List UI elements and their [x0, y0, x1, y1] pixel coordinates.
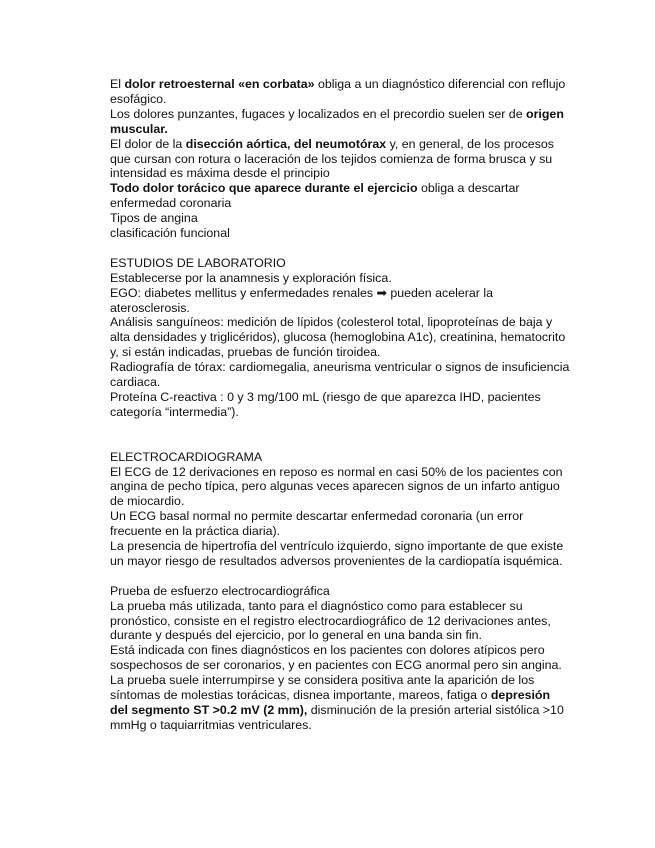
- stress-paragraph: [110, 673, 570, 733]
- paragraph-diseccion: [110, 137, 570, 182]
- bold-term: dolor retroesternal «en corbata»: [124, 77, 315, 91]
- section-heading-esfuerzo: Prueba de esfuerzo electrocardiográfica: [110, 583, 330, 598]
- paragraph-punzantes: [110, 107, 570, 137]
- text-run: El dolor de la: [110, 136, 186, 151]
- section-heading-laboratorio: ESTUDIOS DE LABORATORIO: [110, 255, 286, 270]
- text-run: obliga a descartar enfermedad coronaria: [110, 181, 520, 211]
- paragraph-ejercicio: [110, 181, 570, 211]
- lab-paragraph: Análisis sanguíneos: medición de lípidos (colesterol total, lipoproteínas de baja y alta densidades y triglicéridos), glucosa (hemoglobina A1c), creatinina, hematocrito y, si están indicadas, pruebas de función tiroidea.: [110, 315, 566, 360]
- text-run: y, en general, de los procesos que cursan con rotura o laceración de los tejidos comienza de forma brusca y su intensidad es máxima desde el principio: [110, 136, 554, 181]
- document-page: [110, 77, 570, 733]
- bold-term: depresión del segmento ST >0.2 mV (2 mm),: [110, 688, 551, 718]
- text-run: El: [110, 77, 125, 91]
- stress-paragraph: La prueba más utilizada, tanto para el diagnóstico como para establecer su pronóstico, consiste en el registro electrocardiográfico de 12 derivaciones antes, durante y después del ejercicio, por lo general en una banda sin fin.: [110, 598, 551, 643]
- text-run: Los dolores punzantes, fugaces y localizados en el precordio suelen ser de: [110, 106, 527, 121]
- ecg-paragraph: Un ECG basal normal no permite descartar enfermedad coronaria (un error frecuente en la práctica diaria).: [110, 509, 524, 539]
- bold-term: Todo dolor torácico que aparece durante el ejercicio: [110, 181, 418, 196]
- lab-paragraph: Radiografía de tórax: cardiomegalia, aneurisma ventricular o signos de insuficiencia cardiaca.: [110, 360, 570, 390]
- bold-term: disección aórtica, del neumotórax: [185, 136, 387, 151]
- stress-paragraph: Está indicada con fines diagnósticos en los pacientes con dolores atípicos pero sospechosos de ser coronarios, y en pacientes con ECG anormal pero sin angina.: [110, 643, 562, 673]
- ecg-paragraph: La presencia de hipertrofia del ventrículo izquierdo, signo importante de que existe un mayor riesgo de resultados adversos provenientes de la cardiopatía isquémica.: [110, 539, 564, 568]
- text-run: disminución de la presión arterial sistólica >10 mmHg o taquiarritmias ventriculares.: [110, 703, 564, 732]
- lab-paragraph: Proteína C-reactiva : 0 y 3 mg/100 mL (riesgo de que aparezca IHD, pacientes categoría “intermedia”).: [110, 390, 541, 419]
- line-tipos-angina: Tipos de angina: [110, 211, 198, 226]
- section-heading-ecg: ELECTROCARDIOGRAMA: [110, 449, 263, 464]
- lab-paragraph: EGO: diabetes mellitus y enfermedades renales ➡ pueden acelerar la aterosclerosis.: [110, 285, 493, 315]
- bold-term: origen muscular.: [110, 106, 564, 136]
- paragraph-retroesternal: [110, 77, 570, 107]
- text-run: La prueba suele interrumpirse y se considera positiva ante la aparición de los síntomas de molestias torácicas, disnea importante, mareos, fatiga o: [110, 673, 535, 703]
- ecg-paragraph: El ECG de 12 derivaciones en reposo es normal en casi 50% de los pacientes con angina de pecho típica, pero algunas veces aparecen signos de un infarto antiguo de miocardio.: [110, 464, 563, 509]
- lab-paragraph: Establecerse por la anamnesis y exploración física.: [110, 270, 392, 285]
- line-clasificacion: clasificación funcional: [110, 226, 230, 241]
- text-run: obliga a un diagnóstico diferencial con reflujo esofágico.: [110, 77, 566, 106]
